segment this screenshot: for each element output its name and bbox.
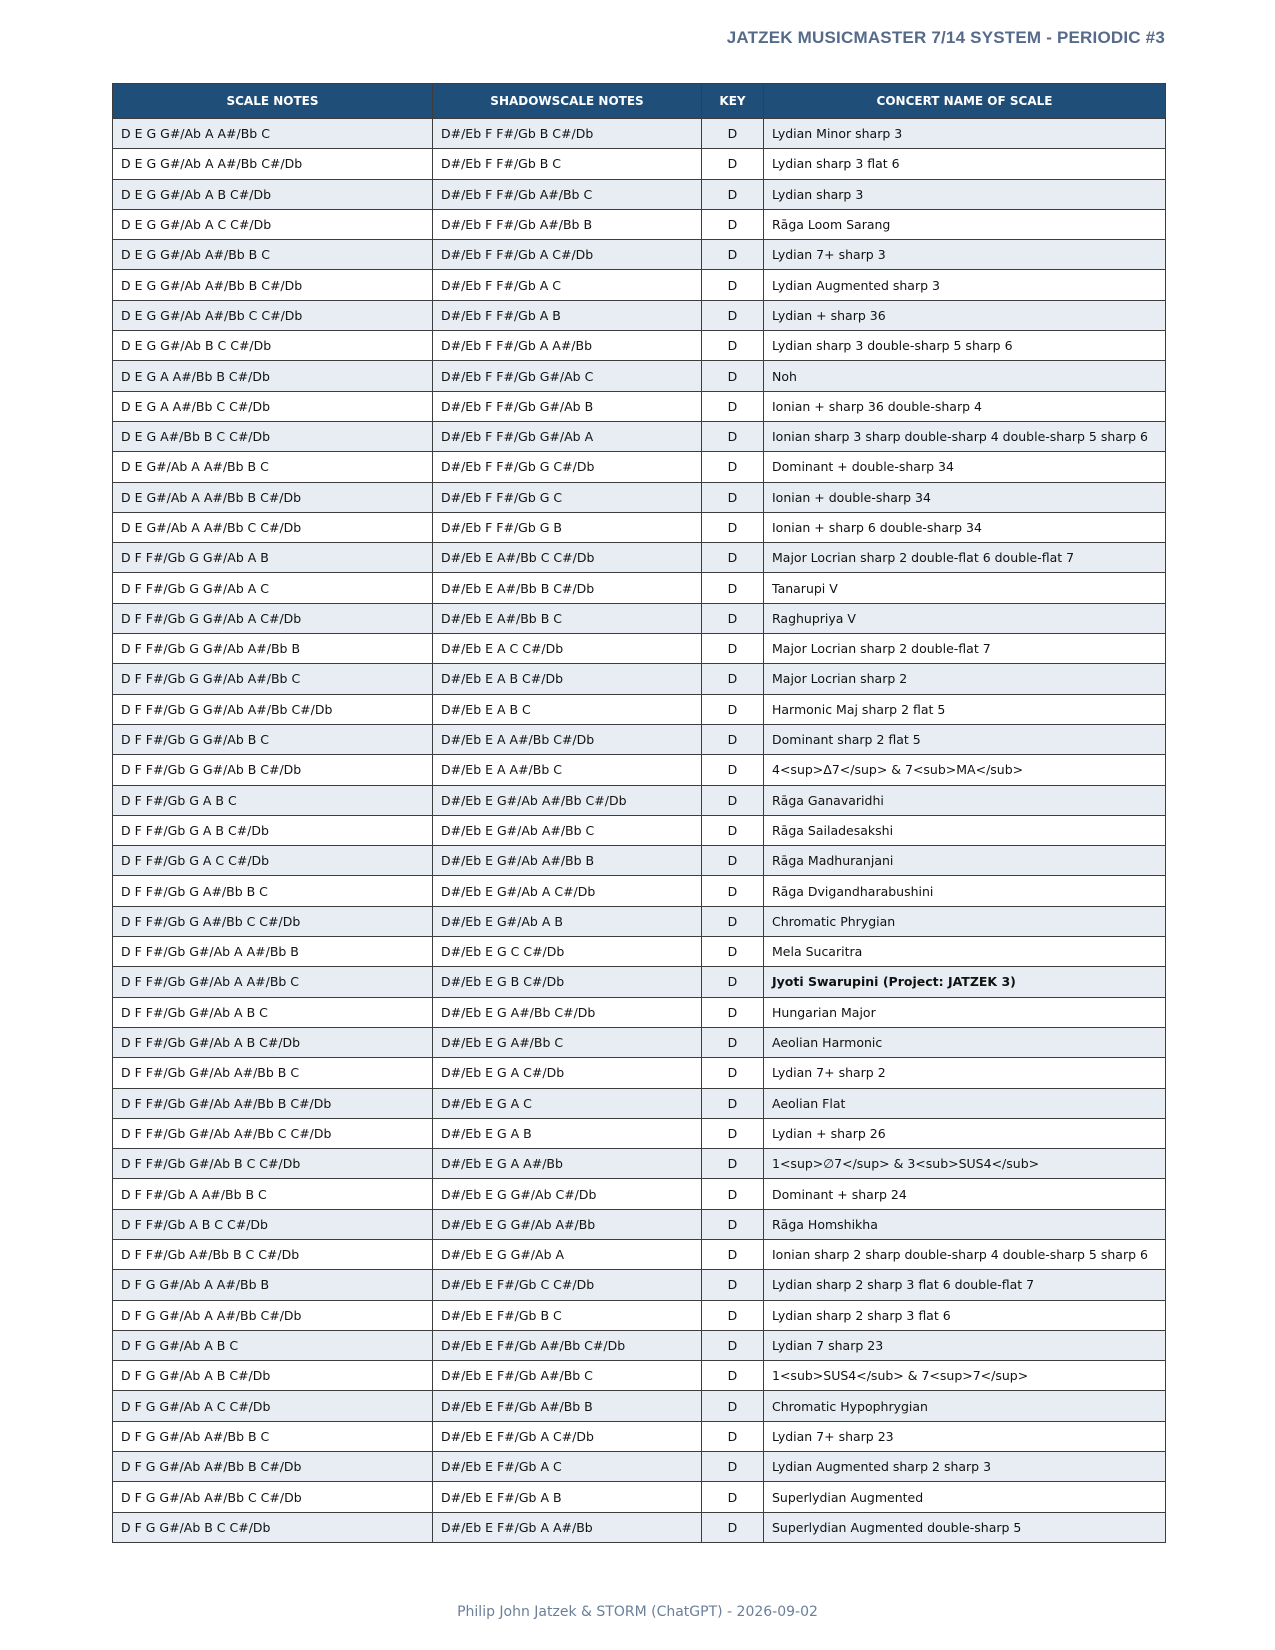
table-row [113, 694, 1166, 724]
cell-concert-name: Ionian sharp 3 sharp double-sharp 4 double-sharp 5 sharp 6 [764, 421, 1166, 451]
cell-scale-notes: D F F#/Gb G A C C#/Db [113, 846, 433, 876]
cell-scale-notes: D F F#/Gb G A#/Bb C C#/Db [113, 906, 433, 936]
cell-scale-notes: D F F#/Gb G G#/Ab A#/Bb C#/Db [113, 694, 433, 724]
cell-shadowscale-notes: D#/Eb F F#/Gb G#/Ab B [433, 391, 702, 421]
cell-shadowscale-notes: D#/Eb F F#/Gb A#/Bb B [433, 209, 702, 239]
cell-concert-name: Jyoti Swarupini (Project: JATZEK 3) [764, 967, 1166, 997]
cell-scale-notes: D F F#/Gb A B C C#/Db [113, 1209, 433, 1239]
cell-concert-name: Aeolian Harmonic [764, 1027, 1166, 1057]
table-row [113, 997, 1166, 1027]
cell-shadowscale-notes: D#/Eb E F#/Gb A C [433, 1452, 702, 1482]
cell-concert-name: Rāga Loom Sarang [764, 209, 1166, 239]
cell-shadowscale-notes: D#/Eb F F#/Gb A#/Bb C [433, 179, 702, 209]
table-row [113, 543, 1166, 573]
table-row [113, 785, 1166, 815]
cell-key: D [702, 512, 764, 542]
cell-key: D [702, 543, 764, 573]
table-row [113, 361, 1166, 391]
scale-table [112, 83, 1166, 1543]
table-row [113, 664, 1166, 694]
cell-key: D [702, 270, 764, 300]
table-row [113, 1179, 1166, 1209]
table-row [113, 512, 1166, 542]
cell-key: D [702, 573, 764, 603]
cell-concert-name: Dominant + double-sharp 34 [764, 452, 1166, 482]
cell-shadowscale-notes: D#/Eb E A B C [433, 694, 702, 724]
table-row [113, 1452, 1166, 1482]
cell-concert-name: Major Locrian sharp 2 double-flat 6 double-flat 7 [764, 543, 1166, 573]
cell-shadowscale-notes: D#/Eb F F#/Gb B C [433, 149, 702, 179]
cell-concert-name: 4<sup>Δ7</sup> & 7<sub>MA</sub> [764, 755, 1166, 785]
cell-shadowscale-notes: D#/Eb F F#/Gb G#/Ab A [433, 421, 702, 451]
cell-scale-notes: D E G G#/Ab A#/Bb B C#/Db [113, 270, 433, 300]
cell-scale-notes: D E G#/Ab A A#/Bb B C#/Db [113, 482, 433, 512]
cell-scale-notes: D F G G#/Ab A#/Bb B C#/Db [113, 1452, 433, 1482]
table-row [113, 1391, 1166, 1421]
cell-shadowscale-notes: D#/Eb E G#/Ab A#/Bb B [433, 846, 702, 876]
cell-scale-notes: D F F#/Gb G A#/Bb B C [113, 876, 433, 906]
cell-shadowscale-notes: D#/Eb E F#/Gb A B [433, 1482, 702, 1512]
cell-key: D [702, 1330, 764, 1360]
cell-shadowscale-notes: D#/Eb E G C C#/Db [433, 937, 702, 967]
table-row [113, 452, 1166, 482]
table-row [113, 209, 1166, 239]
cell-key: D [702, 724, 764, 754]
cell-concert-name: Major Locrian sharp 2 double-flat 7 [764, 634, 1166, 664]
cell-shadowscale-notes: D#/Eb E G A C#/Db [433, 1058, 702, 1088]
cell-scale-notes: D F G G#/Ab A#/Bb B C [113, 1421, 433, 1451]
cell-concert-name: Superlydian Augmented [764, 1482, 1166, 1512]
document-title: JATZEK MUSICMASTER 7/14 SYSTEM - PERIODIC #3 [726, 28, 1165, 47]
cell-concert-name: Major Locrian sharp 2 [764, 664, 1166, 694]
cell-scale-notes: D E G A A#/Bb C C#/Db [113, 391, 433, 421]
cell-scale-notes: D F G G#/Ab A A#/Bb C#/Db [113, 1300, 433, 1330]
cell-concert-name: Lydian 7+ sharp 23 [764, 1421, 1166, 1451]
cell-concert-name: Tanarupi V [764, 573, 1166, 603]
cell-key: D [702, 906, 764, 936]
table-row [113, 937, 1166, 967]
cell-key: D [702, 967, 764, 997]
cell-key: D [702, 300, 764, 330]
cell-shadowscale-notes: D#/Eb E G#/Ab A C#/Db [433, 876, 702, 906]
cell-key: D [702, 603, 764, 633]
cell-shadowscale-notes: D#/Eb E A C C#/Db [433, 634, 702, 664]
table-row [113, 1361, 1166, 1391]
table-row [113, 755, 1166, 785]
cell-concert-name: Lydian sharp 3 [764, 179, 1166, 209]
table-row [113, 421, 1166, 451]
table-row [113, 1058, 1166, 1088]
table-row [113, 119, 1166, 149]
cell-key: D [702, 452, 764, 482]
table-row [113, 724, 1166, 754]
cell-shadowscale-notes: D#/Eb E A#/Bb C C#/Db [433, 543, 702, 573]
cell-shadowscale-notes: D#/Eb E A A#/Bb C [433, 755, 702, 785]
cell-scale-notes: D F G G#/Ab A C C#/Db [113, 1391, 433, 1421]
cell-shadowscale-notes: D#/Eb F F#/Gb A B [433, 300, 702, 330]
cell-key: D [702, 1209, 764, 1239]
cell-scale-notes: D F F#/Gb G#/Ab A B C#/Db [113, 1027, 433, 1057]
cell-scale-notes: D E G#/Ab A A#/Bb B C [113, 452, 433, 482]
cell-key: D [702, 1270, 764, 1300]
cell-key: D [702, 1300, 764, 1330]
cell-key: D [702, 1391, 764, 1421]
table-row [113, 300, 1166, 330]
table-body [113, 119, 1166, 1543]
cell-key: D [702, 1361, 764, 1391]
cell-concert-name: Lydian 7 sharp 23 [764, 1330, 1166, 1360]
cell-key: D [702, 634, 764, 664]
cell-scale-notes: D F F#/Gb G G#/Ab A#/Bb B [113, 634, 433, 664]
cell-scale-notes: D F F#/Gb G G#/Ab A C [113, 573, 433, 603]
cell-scale-notes: D F F#/Gb G G#/Ab B C#/Db [113, 755, 433, 785]
cell-shadowscale-notes: D#/Eb F F#/Gb A C#/Db [433, 240, 702, 270]
cell-key: D [702, 1027, 764, 1057]
cell-shadowscale-notes: D#/Eb E F#/Gb A#/Bb B [433, 1391, 702, 1421]
cell-scale-notes: D F F#/Gb G G#/Ab A B [113, 543, 433, 573]
cell-concert-name: Rāga Homshikha [764, 1209, 1166, 1239]
column-header-concert-name: CONCERT NAME OF SCALE [764, 84, 1166, 119]
cell-scale-notes: D E G G#/Ab A#/Bb B C [113, 240, 433, 270]
cell-scale-notes: D E G#/Ab A A#/Bb C C#/Db [113, 512, 433, 542]
cell-key: D [702, 755, 764, 785]
cell-concert-name: 1<sup>∅7</sup> & 3<sub>SUS4</sub> [764, 1149, 1166, 1179]
cell-shadowscale-notes: D#/Eb E F#/Gb A#/Bb C [433, 1361, 702, 1391]
table-row [113, 906, 1166, 936]
table-row [113, 1512, 1166, 1542]
cell-scale-notes: D E G G#/Ab B C C#/Db [113, 331, 433, 361]
cell-concert-name: Ionian + sharp 6 double-sharp 34 [764, 512, 1166, 542]
cell-scale-notes: D E G G#/Ab A A#/Bb C#/Db [113, 149, 433, 179]
cell-shadowscale-notes: D#/Eb F F#/Gb G B [433, 512, 702, 542]
table-row [113, 815, 1166, 845]
cell-shadowscale-notes: D#/Eb E F#/Gb A A#/Bb [433, 1512, 702, 1542]
cell-shadowscale-notes: D#/Eb E G#/Ab A#/Bb C [433, 815, 702, 845]
cell-shadowscale-notes: D#/Eb E G G#/Ab C#/Db [433, 1179, 702, 1209]
cell-concert-name: Lydian sharp 2 sharp 3 flat 6 double-flat 7 [764, 1270, 1166, 1300]
cell-concert-name: Dominant + sharp 24 [764, 1179, 1166, 1209]
table-row [113, 270, 1166, 300]
cell-concert-name: Lydian Augmented sharp 3 [764, 270, 1166, 300]
cell-concert-name: Rāga Sailadesakshi [764, 815, 1166, 845]
cell-scale-notes: D F F#/Gb G#/Ab B C C#/Db [113, 1149, 433, 1179]
cell-scale-notes: D F F#/Gb G#/Ab A A#/Bb C [113, 967, 433, 997]
cell-concert-name: Lydian Augmented sharp 2 sharp 3 [764, 1452, 1166, 1482]
cell-scale-notes: D F F#/Gb G#/Ab A#/Bb C C#/Db [113, 1118, 433, 1148]
table-row [113, 1330, 1166, 1360]
table-header-row [113, 84, 1166, 119]
cell-concert-name: 1<sub>SUS4</sub> & 7<sup>7</sup> [764, 1361, 1166, 1391]
cell-shadowscale-notes: D#/Eb E A B C#/Db [433, 664, 702, 694]
cell-scale-notes: D E G G#/Ab A B C#/Db [113, 179, 433, 209]
cell-concert-name: Lydian + sharp 36 [764, 300, 1166, 330]
cell-concert-name: Chromatic Phrygian [764, 906, 1166, 936]
cell-concert-name: Lydian + sharp 26 [764, 1118, 1166, 1148]
column-header-scale-notes: SCALE NOTES [113, 84, 433, 119]
cell-key: D [702, 1088, 764, 1118]
cell-key: D [702, 179, 764, 209]
cell-key: D [702, 694, 764, 724]
table-row [113, 149, 1166, 179]
cell-key: D [702, 482, 764, 512]
cell-scale-notes: D F F#/Gb G G#/Ab B C [113, 724, 433, 754]
cell-scale-notes: D F F#/Gb G#/Ab A#/Bb B C#/Db [113, 1088, 433, 1118]
cell-key: D [702, 664, 764, 694]
cell-key: D [702, 1118, 764, 1148]
table-row [113, 1270, 1166, 1300]
table-row [113, 1300, 1166, 1330]
cell-shadowscale-notes: D#/Eb F F#/Gb B C#/Db [433, 119, 702, 149]
cell-key: D [702, 846, 764, 876]
cell-shadowscale-notes: D#/Eb E G#/Ab A B [433, 906, 702, 936]
table-row [113, 1239, 1166, 1269]
cell-shadowscale-notes: D#/Eb E F#/Gb A#/Bb C#/Db [433, 1330, 702, 1360]
cell-shadowscale-notes: D#/Eb E G G#/Ab A [433, 1239, 702, 1269]
cell-concert-name: Raghupriya V [764, 603, 1166, 633]
cell-scale-notes: D F F#/Gb G A B C [113, 785, 433, 815]
cell-concert-name: Lydian sharp 3 double-sharp 5 sharp 6 [764, 331, 1166, 361]
cell-shadowscale-notes: D#/Eb F F#/Gb G C#/Db [433, 452, 702, 482]
table-row [113, 1027, 1166, 1057]
cell-shadowscale-notes: D#/Eb F F#/Gb G#/Ab C [433, 361, 702, 391]
cell-shadowscale-notes: D#/Eb F F#/Gb A C [433, 270, 702, 300]
cell-key: D [702, 785, 764, 815]
cell-shadowscale-notes: D#/Eb E G#/Ab A#/Bb C#/Db [433, 785, 702, 815]
table-row [113, 573, 1166, 603]
cell-concert-name: Chromatic Hypophrygian [764, 1391, 1166, 1421]
cell-concert-name: Ionian + double-sharp 34 [764, 482, 1166, 512]
cell-key: D [702, 149, 764, 179]
cell-concert-name: Rāga Madhuranjani [764, 846, 1166, 876]
cell-key: D [702, 1482, 764, 1512]
cell-scale-notes: D F F#/Gb A#/Bb B C C#/Db [113, 1239, 433, 1269]
cell-shadowscale-notes: D#/Eb E F#/Gb C C#/Db [433, 1270, 702, 1300]
cell-shadowscale-notes: D#/Eb E G A A#/Bb [433, 1149, 702, 1179]
cell-concert-name: Ionian sharp 2 sharp double-sharp 4 double-sharp 5 sharp 6 [764, 1239, 1166, 1269]
footer-credit: Philip John Jatzek & STORM (ChatGPT) - 2026-09-02 [457, 1604, 818, 1620]
cell-key: D [702, 997, 764, 1027]
cell-shadowscale-notes: D#/Eb E G A#/Bb C#/Db [433, 997, 702, 1027]
cell-key: D [702, 876, 764, 906]
table-row [113, 876, 1166, 906]
table-row [113, 1088, 1166, 1118]
table-row [113, 1421, 1166, 1451]
cell-concert-name: Superlydian Augmented double-sharp 5 [764, 1512, 1166, 1542]
cell-scale-notes: D E G A A#/Bb B C#/Db [113, 361, 433, 391]
table-row [113, 1149, 1166, 1179]
cell-scale-notes: D E G G#/Ab A A#/Bb C [113, 119, 433, 149]
cell-shadowscale-notes: D#/Eb E G A#/Bb C [433, 1027, 702, 1057]
cell-key: D [702, 1512, 764, 1542]
cell-scale-notes: D F F#/Gb G#/Ab A B C [113, 997, 433, 1027]
cell-scale-notes: D E G G#/Ab A#/Bb C C#/Db [113, 300, 433, 330]
cell-shadowscale-notes: D#/Eb E F#/Gb B C [433, 1300, 702, 1330]
cell-scale-notes: D F F#/Gb G A B C#/Db [113, 815, 433, 845]
cell-concert-name: Harmonic Maj sharp 2 flat 5 [764, 694, 1166, 724]
cell-key: D [702, 937, 764, 967]
cell-scale-notes: D F F#/Gb G#/Ab A A#/Bb B [113, 937, 433, 967]
cell-concert-name: Lydian Minor sharp 3 [764, 119, 1166, 149]
cell-concert-name: Ionian + sharp 36 double-sharp 4 [764, 391, 1166, 421]
cell-scale-notes: D E G A#/Bb B C C#/Db [113, 421, 433, 451]
cell-scale-notes: D F F#/Gb G G#/Ab A#/Bb C [113, 664, 433, 694]
table-row [113, 634, 1166, 664]
cell-key: D [702, 119, 764, 149]
cell-key: D [702, 209, 764, 239]
table-row [113, 331, 1166, 361]
column-header-key: KEY [702, 84, 764, 119]
cell-key: D [702, 361, 764, 391]
cell-scale-notes: D F G G#/Ab B C C#/Db [113, 1512, 433, 1542]
cell-key: D [702, 1452, 764, 1482]
table-row [113, 1209, 1166, 1239]
cell-concert-name: Mela Sucaritra [764, 937, 1166, 967]
cell-key: D [702, 240, 764, 270]
cell-shadowscale-notes: D#/Eb E A#/Bb B C#/Db [433, 573, 702, 603]
cell-scale-notes: D F F#/Gb G#/Ab A#/Bb B C [113, 1058, 433, 1088]
cell-scale-notes: D E G G#/Ab A C C#/Db [113, 209, 433, 239]
cell-key: D [702, 1149, 764, 1179]
cell-concert-name: Dominant sharp 2 flat 5 [764, 724, 1166, 754]
cell-key: D [702, 1421, 764, 1451]
cell-shadowscale-notes: D#/Eb E A A#/Bb C#/Db [433, 724, 702, 754]
cell-concert-name: Rāga Ganavaridhi [764, 785, 1166, 815]
cell-scale-notes: D F G G#/Ab A#/Bb C C#/Db [113, 1482, 433, 1512]
cell-key: D [702, 421, 764, 451]
cell-scale-notes: D F G G#/Ab A A#/Bb B [113, 1270, 433, 1300]
cell-shadowscale-notes: D#/Eb E A#/Bb B C [433, 603, 702, 633]
table-row [113, 1118, 1166, 1148]
table-row [113, 391, 1166, 421]
cell-scale-notes: D F G G#/Ab A B C#/Db [113, 1361, 433, 1391]
cell-concert-name: Lydian sharp 3 flat 6 [764, 149, 1166, 179]
table-row [113, 179, 1166, 209]
cell-shadowscale-notes: D#/Eb E G G#/Ab A#/Bb [433, 1209, 702, 1239]
table-row [113, 240, 1166, 270]
cell-concert-name: Hungarian Major [764, 997, 1166, 1027]
table-row [113, 967, 1166, 997]
cell-scale-notes: D F F#/Gb A A#/Bb B C [113, 1179, 433, 1209]
table-row [113, 482, 1166, 512]
cell-concert-name: Lydian sharp 2 sharp 3 flat 6 [764, 1300, 1166, 1330]
cell-key: D [702, 1058, 764, 1088]
cell-key: D [702, 391, 764, 421]
cell-concert-name: Aeolian Flat [764, 1088, 1166, 1118]
table-row [113, 603, 1166, 633]
cell-concert-name: Lydian 7+ sharp 3 [764, 240, 1166, 270]
cell-key: D [702, 1239, 764, 1269]
cell-key: D [702, 1179, 764, 1209]
cell-concert-name: Lydian 7+ sharp 2 [764, 1058, 1166, 1088]
cell-shadowscale-notes: D#/Eb F F#/Gb G C [433, 482, 702, 512]
cell-shadowscale-notes: D#/Eb E G A C [433, 1088, 702, 1118]
table-row [113, 1482, 1166, 1512]
cell-concert-name: Rāga Dvigandharabushini [764, 876, 1166, 906]
cell-scale-notes: D F G G#/Ab A B C [113, 1330, 433, 1360]
cell-shadowscale-notes: D#/Eb E G B C#/Db [433, 967, 702, 997]
column-header-shadowscale-notes: SHADOWSCALE NOTES [433, 84, 702, 119]
cell-shadowscale-notes: D#/Eb F F#/Gb A A#/Bb [433, 331, 702, 361]
cell-shadowscale-notes: D#/Eb E F#/Gb A C#/Db [433, 1421, 702, 1451]
cell-concert-name: Noh [764, 361, 1166, 391]
cell-key: D [702, 331, 764, 361]
cell-shadowscale-notes: D#/Eb E G A B [433, 1118, 702, 1148]
cell-key: D [702, 815, 764, 845]
table-row [113, 846, 1166, 876]
cell-scale-notes: D F F#/Gb G G#/Ab A C#/Db [113, 603, 433, 633]
